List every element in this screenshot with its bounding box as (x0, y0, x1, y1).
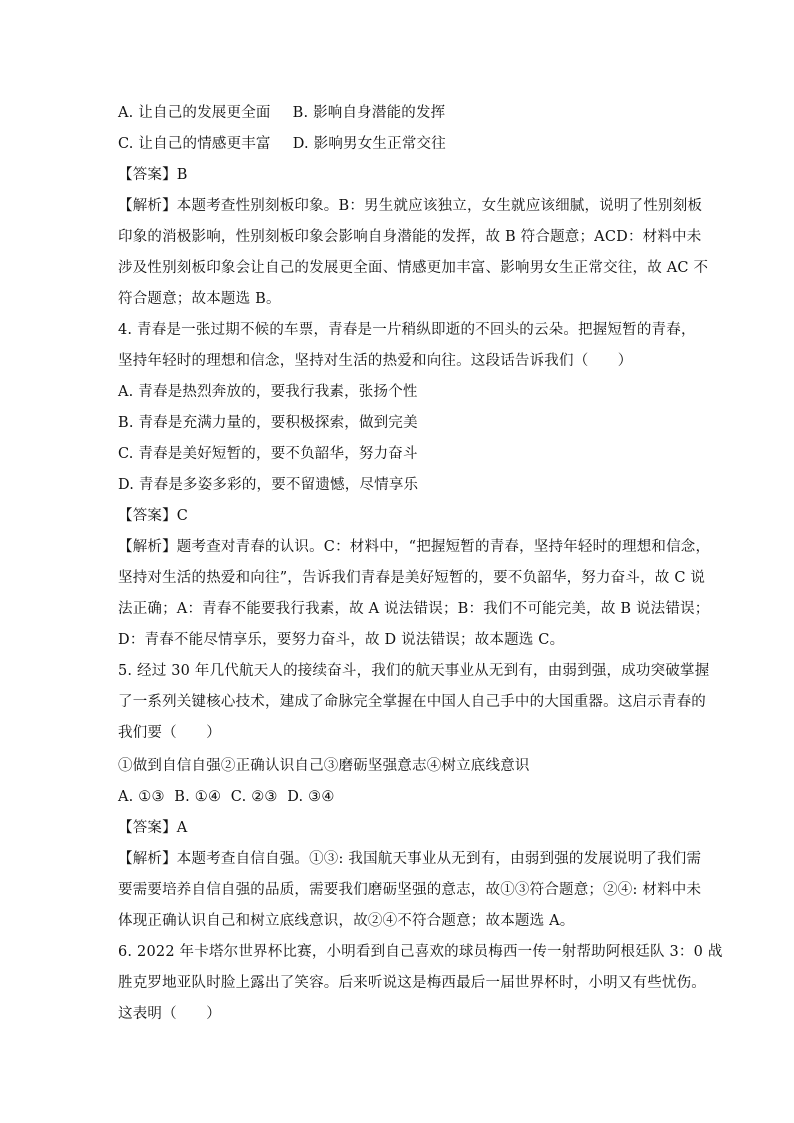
q4-analysis-line: D：青春不能尽情享乐，要努力奋斗，故 D 说法错误；故本题选 C。 (118, 632, 565, 648)
q5-stem-line: 了一系列关键核心技术，建成了命脉完全掌握在中国人自己手中的大国重器。这启示青春的 (118, 694, 706, 710)
q6-stem-line: 这表明（ ） (118, 1006, 221, 1022)
q4-analysis-line: 【解析】题考查对青春的认识。C：材料中，“把握短暂的青春，坚持年轻时的理想和信念， (118, 539, 711, 555)
q3-option-a: A. 让自己的发展更全面 (118, 105, 271, 121)
q5-stem-line: 我们要（ ） (118, 725, 221, 741)
q4-option-a: A. 青春是热烈奔放的，要我行我素，张扬个性 (118, 384, 418, 400)
q3-option-b: B. 影响自身潜能的发挥 (292, 105, 446, 121)
q3-analysis-line: 【解析】本题考查性别刻板印象。B：男生就应该独立，女生就应该细腻，说明了性别刻板 (118, 198, 703, 214)
q5-answer: 【答案】A (118, 820, 188, 836)
q5-analysis-line: 要需要培养自信自强的品质，需要我们磨砺坚强的意志，故①③符合题意；②④: 材料中未 (118, 882, 702, 898)
q5-analysis-line: 【解析】本题考查自信自强。①③: 我国航天事业从无到有，由弱到强的发展说明了我们需 (118, 851, 702, 867)
q4-option-d: D. 青春是多姿多彩的，要不留遗憾，尽情享乐 (118, 477, 419, 493)
q3-option-c: C. 让自己的情感更丰富 (118, 136, 271, 152)
q4-stem-line: 坚持年轻时的理想和信念，坚持对生活的热爱和向往。这段话告诉我们（ ） (118, 353, 633, 369)
q4-stem-line: 4. 青春是一张过期不候的车票，青春是一片稍纵即逝的不回头的云朵。把握短暂的青春， (118, 322, 696, 338)
q6-stem-line: 6. 2022 年卡塔尔世界杯比赛，小明看到自己喜欢的球员梅西一传一射帮助阿根廷队 3：0 战 (118, 944, 723, 960)
q3-analysis-line: 符合题意；故本题选 B。 (118, 291, 281, 307)
q4-option-c: C. 青春是美好短暂的，要不负韶华，努力奋斗 (118, 446, 418, 462)
q3-analysis-line: 涉及性别刻板印象会让自己的发展更全面、情感更加丰富、影响男女生正常交往，故 AC 不 (118, 260, 709, 276)
q3-options-cd (118, 134, 688, 154)
q5-analysis-line: 体现正确认识自己和树立底线意识，故②④不符合题意；故本题选 A。 (118, 913, 575, 929)
q6-stem-line: 胜克罗地亚队时脸上露出了笑容。后来听说这是梅西最后一届世界杯时，小明又有些忧伤。 (118, 975, 706, 991)
q4-analysis-line: 坚持对生活的热爱和向往”，告诉我们青春是美好短暂的，要不负韶华，努力奋斗，故 C 说 (118, 570, 706, 586)
q3-analysis-line: 印象的消极影响，性别刻板印象会影响自身潜能的发挥，故 B 符合题意；ACD：材料中未 (118, 229, 702, 245)
q3-answer: 【答案】B (118, 167, 188, 183)
q5-items: ①做到自信自强②正确认识自己③磨砺坚强意志④树立底线意识 (118, 758, 530, 774)
q4-analysis-line: 法正确；A：青春不能要我行我素，故 A 说法错误；B：我们不可能完美，故 B 说法错误； (118, 601, 710, 617)
q5-stem-line: 5. 经过 30 年几代航天人的接续奋斗，我们的航天事业从无到有，由弱到强，成功突破掌握 (118, 663, 710, 679)
q3-option-d: D. 影响男女生正常交往 (292, 136, 446, 152)
q3-options-ab (118, 103, 688, 123)
q4-answer: 【答案】C (118, 508, 189, 524)
q4-option-b: B. 青春是充满力量的，要积极探索，做到完美 (118, 415, 418, 431)
q5-options: A. ①③ B. ①④ C. ②③ D. ③④ (118, 789, 335, 805)
